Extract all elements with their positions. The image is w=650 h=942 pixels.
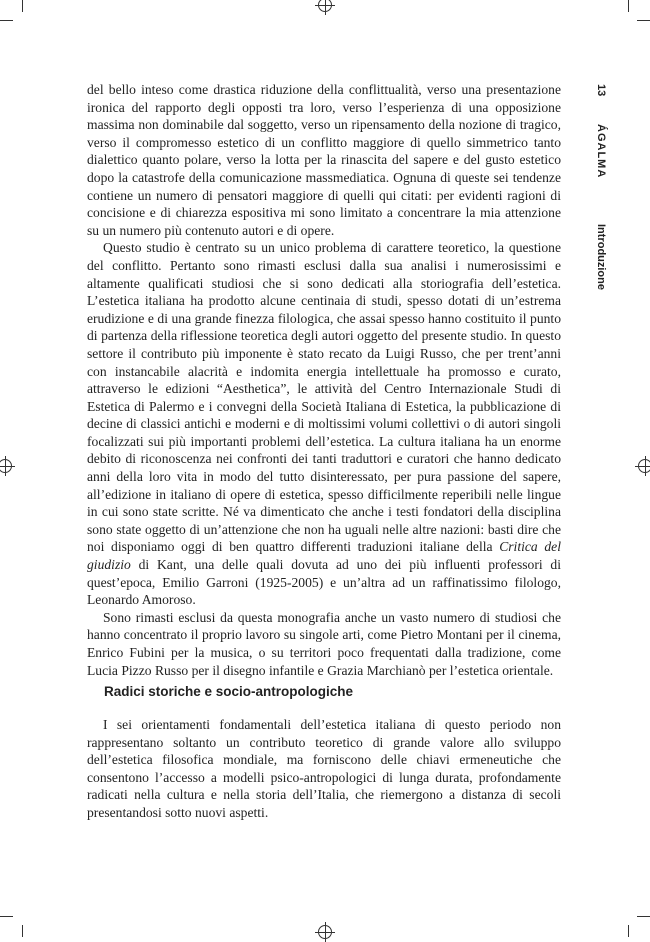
paragraph: Sono rimasti esclusi da questa monografia anche un vasto numero di studiosi che hanno concentrato il proprio lavoro su singole arti, come Pietro Montani per il cinema, Enrico Fubini per la musica, o su territori poco frequentati dalla tradizione, come Lucia Pizzo Russo per il disegno infantile e Grazia Marchianò per l’estetica orientale.	[87, 609, 561, 678]
running-head	[593, 84, 607, 290]
section-name: Introduzione	[595, 224, 607, 290]
paragraph: I sei orientamenti fondamentali dell’estetica italiana di questo periodo non rappresentano soltanto un contributo teoretico di grande valore allo sviluppo dell’estetica filosofica mondiale, ma forniscono delle chiavi ermeneutiche che consentono l’accesso a modelli psico-antropologici di lunga durata, profondamente radicati nella cultura e nella storia dell’Italia, che riemergono a distanza di secoli presentandosi sotto nuovi aspetti.	[87, 717, 561, 820]
registration-mark-icon	[318, 0, 332, 12]
paragraph: Questo studio è centrato su un unico problema di carattere teoretico, la questione del conflitto. Pertanto sono rimasti esclusi dalla sua analisi i numerosissimi e altamente qualificati studiosi che si sono dedicati alla storiografia dell’estetica. L’estetica italiana ha prodotto alcune centinaia di studi, spesso dotati di un’estrema erudizione e di una grande finezza filologica, che assai spesso hanno costituito il punto di partenza della riflessione teoretica degli autori oggetto del presente studio. In questo settore il contributo più imponente è stato recato da Luigi Russo, che per trent’anni con instancabile alacrità e indomita energia intellettuale ha promosso e curato, attraverso le edizioni “Aesthetica”, le attività del Centro Internazionale Studi di Estetica di Palermo e i convegni della Società Italiana di Estetica, la pubblicazione di decine di classici antichi e moderni e di moltissimi volumi collettivi o di autori singoli focalizzati sui più importanti problemi dell’estetica. La cultura italiana ha un enorme debito di riconoscenza nei confronti dei tanti traduttori e curatori che hanno dedicato anni della loro vita in modo del tutto disinteressato, per pura passione del sapere, all’edizione in italiano di opere di estetica, spesso difficilmente reperibili nelle lingue in cui sono state scritte. Né va dimenticato che anche i testi fondatori della disciplina sono state oggetto di un’attenzione che non ha uguali nelle altre nazioni: basti dire che noi disponiamo oggi di ben quattro differenti traduzioni italiane della Critica del giudizio di Kant, una delle quali dovuta ad uno dei più influenti professori di quest’epoca, Emilio Garroni (1925-2005) e un’altra ad un raffinatissimo filologo, Leonardo Amoroso.	[87, 240, 561, 608]
paragraph: del bello inteso come drastica riduzione della conflittualità, verso una presentazione ironica del rapporto degli opposti tra loro, verso l’esperienza di una opposizione massima non dominabile dal soggetto, verso un ripensamento della nozione di tragico, verso il compromesso estetico di un conflitto maggiore di quello simmetrico tanto dialettico quanto polare, verso la lotta per la rinascita del sapere e del gusto estetico dopo la catastrofe della comunicazione massmediatica. Ognuna di queste sei tendenze contiene un numero di pensatori maggiore di quelli qui citati: per evidenti ragioni di concisione e di chiarezza espositiva mi sono limitato a concentrare la mia attenzione su un numero più contenuto autori e di opere.	[87, 82, 561, 238]
crop-mark	[628, 925, 629, 937]
crop-mark	[0, 20, 13, 21]
crop-mark	[628, 0, 629, 12]
page-number: 13	[595, 84, 607, 97]
registration-mark-icon	[0, 459, 12, 473]
crop-mark	[22, 0, 23, 12]
journal-title: ÁGALMA	[595, 124, 607, 179]
italic-title: Critica del giudizio	[87, 539, 561, 573]
crop-mark	[637, 20, 650, 21]
section-body-text	[87, 716, 561, 822]
body-text	[87, 81, 561, 679]
crop-mark	[637, 916, 650, 917]
crop-mark	[22, 925, 23, 937]
section-heading: Radici storiche e socio-antropologiche	[104, 684, 354, 699]
registration-mark-icon	[638, 459, 650, 473]
crop-mark	[0, 916, 13, 917]
